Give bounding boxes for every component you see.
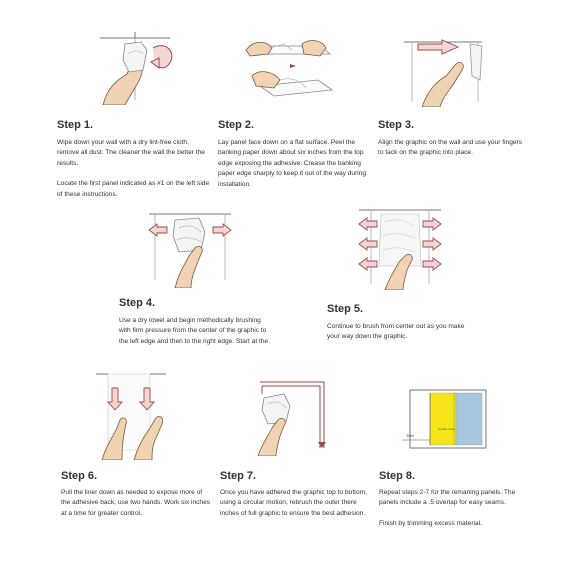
- step-1-text: [57, 138, 212, 200]
- step-1-paragraph-1: Wipe down your wall with a dry lint-free cloth, remove all dust. The cleaner the wall the better the results.: [57, 139, 205, 167]
- step-2-illustration: [240, 36, 340, 101]
- step-2-title: Step 2.: [218, 119, 255, 131]
- step-1-paragraph-2: Locate the first panel indicated as #1 on the left side of these instructions.: [57, 180, 210, 198]
- step-7-paragraph-1: Once you have adhered the graphic top to bottom, using a circular motion, rebrush the outer there inches of full graphic to ensure the best adhesion.: [220, 489, 367, 517]
- step-6-title: Step 6.: [61, 470, 98, 482]
- step-2-paragraph-1: Lay panel face down on a flat surface. Peel the banking paper down about six inches from the top edge exposing the adhesive. Crease the banking paper edge sharply to keep it out of the way during installation.: [218, 139, 367, 188]
- step-6-illustration: [92, 370, 172, 460]
- step-3-title: Step 3.: [378, 119, 415, 131]
- step-2-text: [218, 138, 370, 190]
- step-8-paragraph-1: Repeat steps 2-7 for the remaning panels. The panels include a .5 overlap for easy seams.: [379, 489, 516, 507]
- step-5-illustration: [355, 204, 445, 290]
- step-6-text: [61, 488, 211, 519]
- step-1-illustration: [95, 30, 190, 105]
- overlap-label: Overlap Guide: [438, 428, 455, 431]
- step-4-illustration: [145, 208, 235, 288]
- step-4-text: [119, 316, 269, 347]
- step-7-title: Step 7.: [220, 470, 257, 482]
- step-6-paragraph-1: Pull the liner down as needed to expose more of the adhesive back, use two hands. Work six inches at a time for greater control.: [61, 489, 211, 517]
- step-5-title: Step 5.: [327, 303, 364, 315]
- panel-blue: [456, 393, 482, 445]
- step-4-paragraph-1: Use a dry towel and begin methodically brushing with firm pressure from the center of the graphic to the left edge and then to the right edge. Start at the: [119, 317, 269, 345]
- step-7-text: [220, 488, 372, 519]
- step-8-illustration: [400, 388, 490, 450]
- step-3-text: [378, 138, 528, 159]
- step-3-illustration: [400, 32, 490, 107]
- step-8-paragraph-2: Finish by trimming excess material.: [379, 519, 482, 527]
- step-5-text: [327, 322, 467, 343]
- panel-yellow: [430, 393, 456, 445]
- step-4-title: Step 4.: [119, 297, 156, 309]
- step-8-title: Step 8.: [379, 470, 416, 482]
- trim-label: Trim: [406, 433, 414, 438]
- step-1-title: Step 1.: [57, 119, 94, 131]
- step-8-text: [379, 488, 527, 529]
- step-3-paragraph-1: Align the graphic on the wall and use your fingers to tack on the graphic into place.: [378, 139, 523, 157]
- step-7-illustration: [250, 374, 340, 456]
- step-5-paragraph-1: Continue to brush from center out as you make your way down the graphic.: [327, 323, 465, 341]
